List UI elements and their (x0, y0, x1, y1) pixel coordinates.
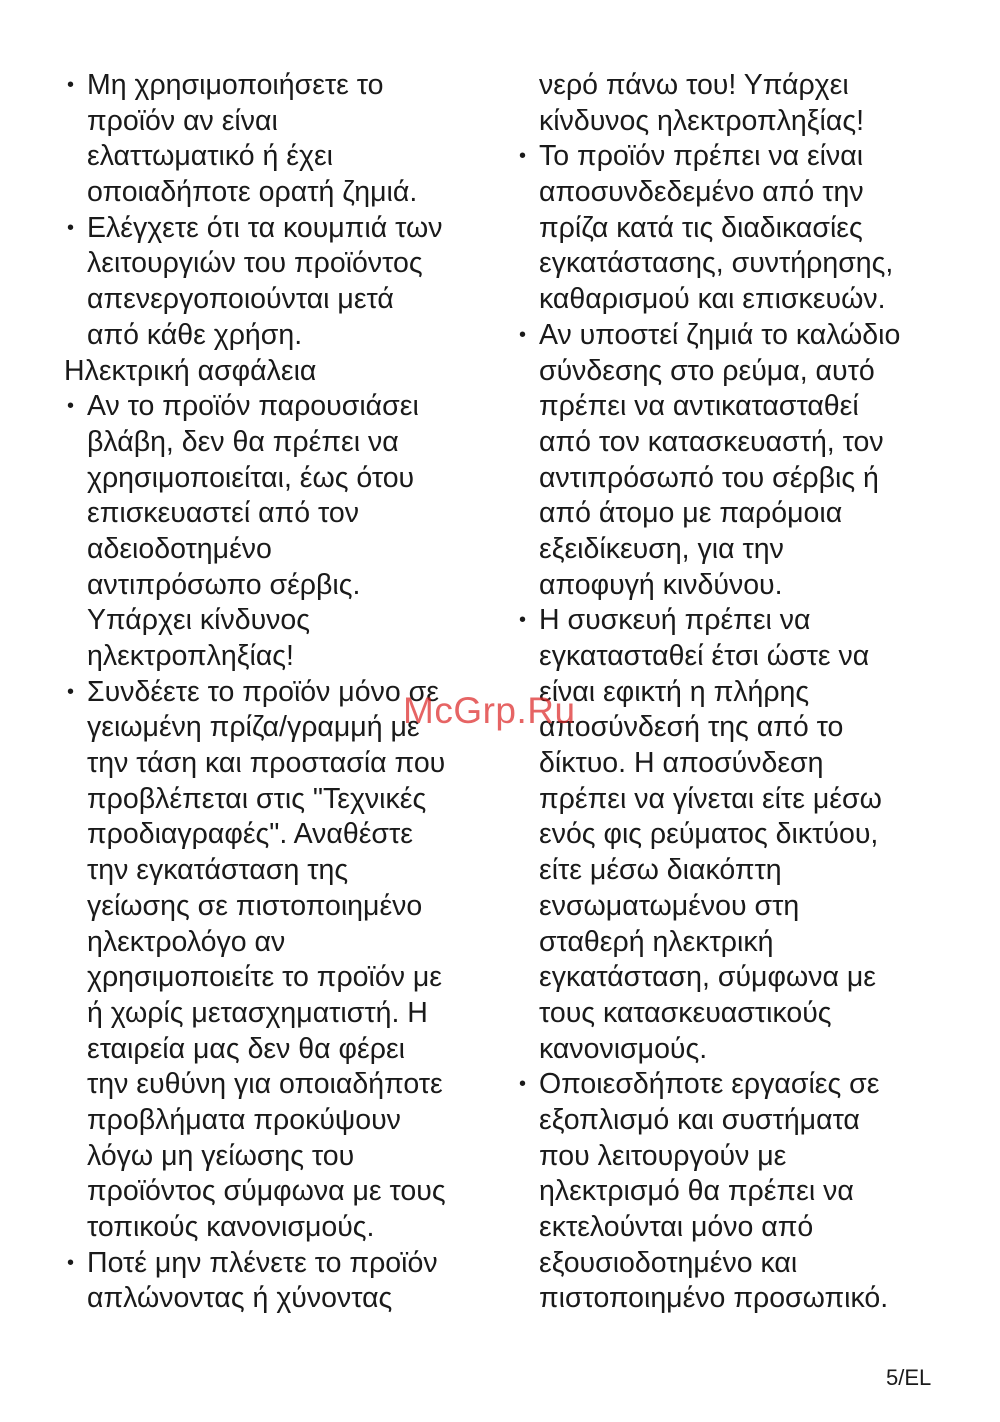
text-line: προβλήματα προκύψουν (87, 1103, 401, 1136)
text-line: ενσωματωμένου στη (539, 889, 800, 922)
bullet-icon: • (519, 145, 527, 168)
text-line: πιστοποιημένο προσωπικό. (539, 1282, 889, 1315)
bullet-line (516, 1067, 946, 1103)
text-line: πρέπει να γίνεται είτε μέσω (539, 782, 882, 815)
text-line: εγκατάστασης, συντήρησης, (539, 247, 894, 280)
bullet-line (64, 68, 484, 104)
text-line: ελαττωματικό ή έχει (87, 140, 333, 173)
text-line: εξοπλισμό και συστήματα (539, 1103, 860, 1136)
text-line: ή χωρίς μετασχηματιστή. Η (87, 996, 428, 1029)
text-line: την εγκατάσταση της (87, 854, 349, 887)
text-line: αποσυνδεδεμένο από την (539, 176, 864, 209)
page-number: 5/EL (886, 1365, 932, 1390)
text-line: ηλεκτροπληξίας! (87, 640, 294, 672)
bullet-icon: • (67, 74, 75, 96)
text-line: απλώνοντας ή χύνοντας (87, 1282, 393, 1315)
text-line: Υπάρχει κίνδυνος (87, 604, 310, 637)
text-line: ενός φις ρεύματος δικτύου, (539, 818, 879, 851)
text-line: βλάβη, δεν θα πρέπει να (87, 425, 399, 458)
text-line: Η συσκευή πρέπει να (539, 604, 811, 637)
text-line: αντιπρόσωπό του σέρβις ή (539, 461, 879, 494)
text-line: πρίζα κατά τις διαδικασίες (539, 211, 863, 244)
bullet-icon: • (67, 1251, 75, 1274)
text-line: από κάθε χρήση. (87, 318, 303, 351)
text-line: Μη χρησιμοποιήσετε το (87, 69, 384, 101)
text-line: εκτελούνται μόνο από (539, 1211, 814, 1243)
text-line: Αν υποστεί ζημιά το καλώδιο (539, 318, 901, 351)
text-line: ηλεκτρισμό θα πρέπει να (539, 1175, 854, 1208)
watermark: McGrp.Ru (403, 690, 576, 731)
bullet-icon: • (519, 323, 527, 346)
text-line: εξειδίκευση, για την (539, 532, 784, 565)
text-line: τους κατασκευαστικούς (539, 996, 832, 1029)
text-line: ηλεκτρολόγο αν (87, 925, 286, 958)
text-line: εγκατάσταση, σύμφωνα με (539, 961, 876, 994)
text-line: εταιρεία μας δεν θα φέρει (87, 1032, 405, 1065)
bullet-line (64, 389, 484, 425)
bullet-line (64, 1246, 484, 1282)
text-line: σταθερή ηλεκτρική (539, 925, 774, 958)
text-line: από άτομο με παρόμοια (539, 497, 843, 530)
text-line: εξουσιοδοτημένο και (539, 1246, 798, 1279)
bullet-icon: • (67, 680, 75, 703)
bullet-line (516, 603, 946, 639)
text-line: προβλέπεται στις "Τεχνικές (87, 782, 427, 815)
text-line: γειωμένη πρίζα/γραμμή με (87, 711, 420, 744)
text-line: κανονισμούς. (539, 1032, 708, 1065)
text-line: Το προϊόν πρέπει να είναι (539, 140, 864, 173)
text-line: αποσύνδεσή της από το (539, 711, 844, 744)
text-line: προδιαγραφές". Αναθέστε (87, 818, 413, 851)
text-line: καθαρισμού και επισκευών. (539, 283, 886, 316)
text-line: Ελέγχετε ότι τα κουμπιά των (87, 211, 443, 244)
text-line: τοπικούς κανονισμούς. (87, 1211, 375, 1243)
text-line: σύνδεσης στο ρεύμα, αυτό (539, 354, 875, 387)
bullet-line (516, 318, 946, 354)
section-heading: Ηλεκτρική ασφάλεια (64, 354, 317, 387)
bullet-icon: • (67, 216, 75, 239)
text-line: από τον κατασκευαστή, τον (539, 425, 884, 458)
bullet-line (516, 139, 946, 175)
text-line: γείωσης σε πιστοποιημένο (87, 889, 423, 922)
text-line: την τάση και προστασία που (87, 747, 446, 780)
text-line: επισκευαστεί από τον (87, 497, 359, 530)
text-line: αντιπρόσωπο σέρβις. (87, 568, 361, 601)
text-line: είναι εφικτή η πλήρης (539, 675, 810, 708)
text-line: εγκατασταθεί έτσι ώστε να (539, 640, 870, 672)
text-line: είτε μέσω διακόπτη (539, 854, 782, 887)
bullet-line (64, 211, 484, 247)
text-line: Αν το προϊόν παρουσιάσει (87, 390, 419, 423)
text-line: χρησιμοποιείται, έως ότου (87, 461, 415, 494)
text-line: χρησιμοποιείτε το προϊόν με (87, 961, 442, 994)
text-line: Οποιεσδήποτε εργασίες σε (539, 1068, 880, 1101)
text-line: Ποτέ μην πλένετε το προϊόν (87, 1246, 438, 1279)
text-line: αδειοδοτημένο (87, 532, 272, 565)
text-line: δίκτυο. Η αποσύνδεση (539, 747, 824, 780)
text-line: απενεργοποιούνται μετά (87, 283, 394, 316)
text-line: κίνδυνος ηλεκτροπληξίας! (539, 104, 864, 137)
text-line: λόγω μη γείωσης του (87, 1139, 355, 1172)
bullet-icon: • (519, 1073, 527, 1096)
text-line: οποιαδήποτε ορατή ζημιά. (87, 176, 418, 209)
text-line: λειτουργιών του προϊόντος (87, 247, 423, 280)
bullet-icon: • (67, 395, 75, 418)
text-line: αποφυγή κινδύνου. (539, 568, 783, 601)
text-line: Συνδέετε το προϊόν μόνο σε (87, 675, 439, 708)
text-line: πρέπει να αντικατασταθεί (539, 390, 859, 423)
right-column (516, 68, 946, 1317)
text-line: προϊόν αν είναι (87, 104, 278, 137)
text-line: νερό πάνω του! Υπάρχει (539, 69, 849, 101)
text-line: προϊόντος σύμφωνα με τους (87, 1175, 446, 1208)
text-line: την ευθύνη για οποιαδήποτε (87, 1068, 443, 1101)
bullet-icon: • (519, 609, 527, 632)
text-line: που λειτουργούν με (539, 1139, 787, 1172)
